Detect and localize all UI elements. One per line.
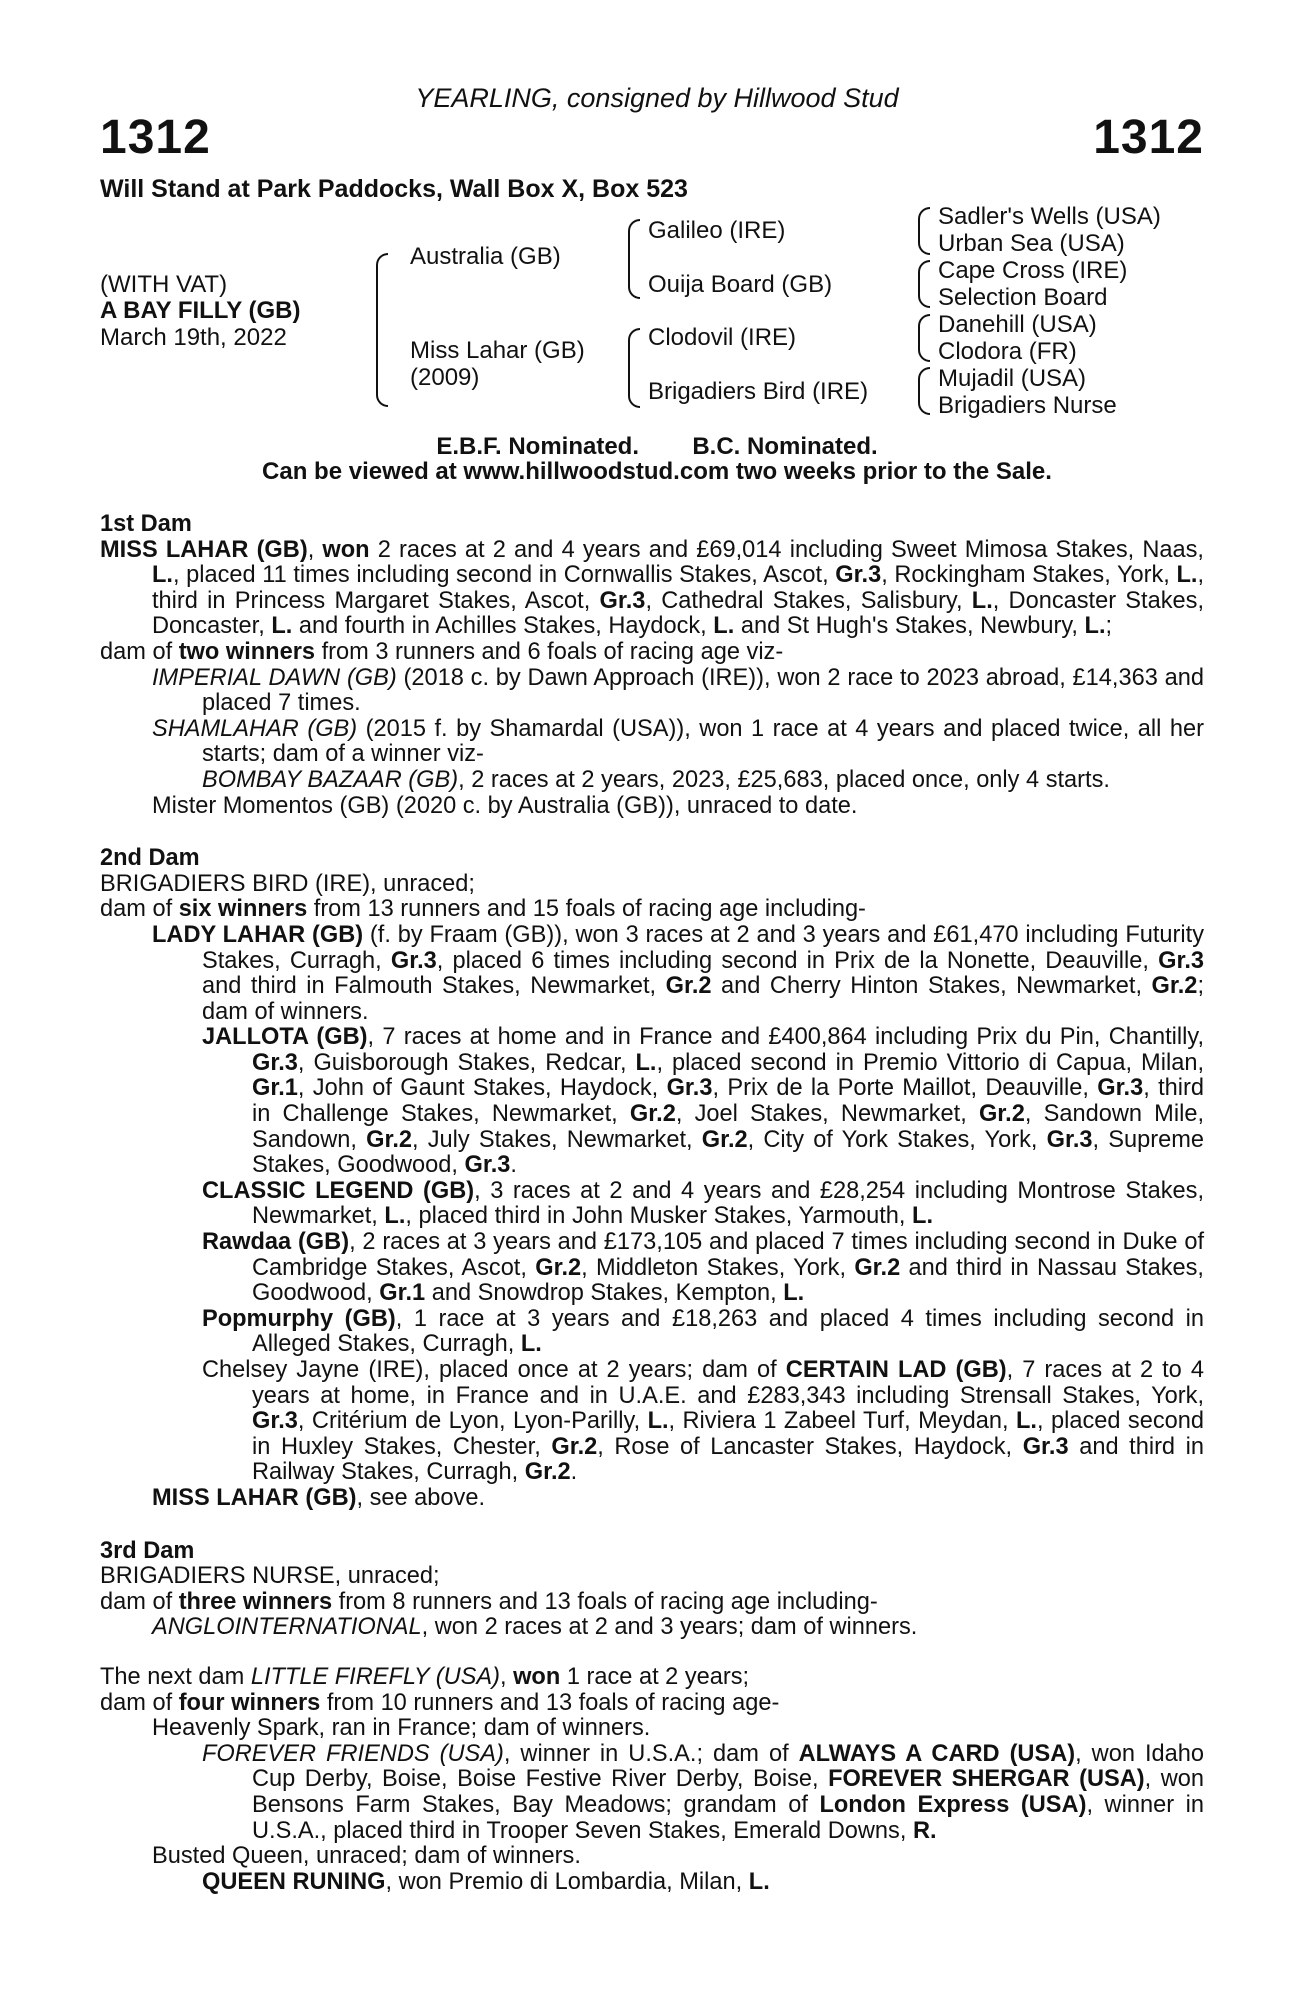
produce-entry: Busted Queen, unraced; dam of winners. bbox=[152, 1843, 581, 1870]
lot-number-left: 1312 bbox=[100, 111, 211, 164]
produce-entry: CLASSIC LEGEND (GB), 3 races at 2 and 4 years and £28,254 including Montrose Stakes, Newmarket, L., placed third in John Musker Stakes, Yarmouth, L. bbox=[202, 1177, 1205, 1230]
fourth-dam-record: The next dam LITTLE FIREFLY (USA), won 1 race at 2 years; bbox=[100, 1663, 750, 1690]
third-dam-heading: 3rd Dam bbox=[100, 1537, 195, 1564]
viewing-note: Can be viewed at www.hillwoodstud.com two weeks prior to the Sale. bbox=[262, 458, 1052, 485]
vat-label: (WITH VAT) bbox=[100, 271, 228, 298]
ped-sss: Sadler's Wells (USA) bbox=[938, 203, 1161, 230]
produce-entry: Rawdaa (GB), 2 races at 3 years and £173,105 and placed 7 times including second in Duke of Cambridge Stakes, Ascot, Gr.2, Middleton Stakes, York, Gr.2 and third in Nassau Stakes, Goodwood, Gr.1 and Snowdrop Stakes, Kempton, L. bbox=[202, 1229, 1204, 1307]
lot-number-right: 1312 bbox=[1093, 111, 1204, 164]
stand-location: Will Stand at Park Paddocks, Wall Box X, Box 523 bbox=[100, 175, 688, 203]
produce-entry: SHAMLAHAR (GB) (2015 f. by Shamardal (USA)), won 1 race at 4 years and placed twice, all her starts; dam of a winner viz- bbox=[152, 715, 1204, 768]
pedigree-brace-3b bbox=[918, 260, 930, 308]
ped-dss: Danehill (USA) bbox=[938, 311, 1097, 338]
pedigree-brace-2b bbox=[628, 328, 640, 408]
produce-entry: FOREVER FRIENDS (USA), winner in U.S.A.; dam of ALWAYS A CARD (USA), won Idaho Cup Derby, Boise, Boise Festive River Derby, Boise, FOREVER SHERGAR (USA), won Bensons Farm Stakes, Bay Meadows; grandam of London Express (USA), winner in U.S.A., placed third in Trooper Seven Stakes, Emerald Downs, R. bbox=[202, 1740, 1204, 1844]
dam-sire: Clodovil (IRE) bbox=[648, 324, 797, 351]
pedigree-brace-3a bbox=[918, 207, 930, 255]
produce-entry: Mister Momentos (GB) (2020 c. by Australia (GB)), unraced to date. bbox=[152, 792, 858, 819]
produce-entry: Heavenly Spark, ran in France; dam of winners. bbox=[152, 1715, 651, 1742]
third-dam-produce-summary: dam of three winners from 8 runners and 13 foals of racing age including- bbox=[100, 1588, 878, 1615]
sire-sire: Galileo (IRE) bbox=[648, 217, 786, 244]
produce-entry: QUEEN RUNING, won Premio di Lombardia, Milan, L. bbox=[202, 1868, 770, 1895]
fourth-dam-produce-summary: dam of four winners from 10 runners and 13 foals of racing age- bbox=[100, 1689, 780, 1716]
ped-ssd: Urban Sea (USA) bbox=[938, 230, 1125, 257]
dam: Miss Lahar (GB) bbox=[410, 337, 585, 364]
ped-sdd: Selection Board bbox=[938, 284, 1108, 311]
produce-entry: MISS LAHAR (GB), see above. bbox=[152, 1484, 486, 1511]
produce-entry: Chelsey Jayne (IRE), placed once at 2 years; dam of CERTAIN LAD (GB), 7 races at 2 to 4 years at home, in France and in U.A.E. and £283,343 including Strensall Stakes, York, Gr.3, Critérium de Lyon, Lyon-Parilly, L., Riviera 1 Zabeel Turf, Meydan, L., placed second in Huxley Stakes, Chester, Gr.2, Rose of Lancaster Stakes, Haydock, Gr.3 and third in Railway Stakes, Curragh, Gr.2. bbox=[202, 1357, 1204, 1486]
consignment-line: YEARLING, consigned by Hillwood Stud bbox=[415, 83, 899, 113]
sire: Australia (GB) bbox=[410, 243, 561, 270]
nominations: E.B.F. Nominated. B.C. Nominated. bbox=[436, 433, 878, 460]
horse-name: A BAY FILLY (GB) bbox=[100, 297, 301, 324]
dam-year: (2009) bbox=[410, 364, 480, 391]
produce-entry: ANGLOINTERNATIONAL, won 2 races at 2 and 3 years; dam of winners. bbox=[152, 1614, 918, 1641]
second-dam-record: BRIGADIERS BIRD (IRE), unraced; bbox=[100, 870, 475, 897]
pedigree-brace-2a bbox=[628, 219, 640, 299]
third-dam-record: BRIGADIERS NURSE, unraced; bbox=[100, 1563, 440, 1590]
first-dam-heading: 1st Dam bbox=[100, 511, 192, 537]
produce-entry: BOMBAY BAZAAR (GB), 2 races at 2 years, 2023, £25,683, placed once, only 4 starts. bbox=[202, 766, 1110, 793]
ped-dsd: Clodora (FR) bbox=[938, 338, 1077, 365]
foaling-date: March 19th, 2022 bbox=[100, 324, 287, 351]
pedigree-brace-1 bbox=[376, 253, 388, 407]
dam-dam: Brigadiers Bird (IRE) bbox=[648, 378, 869, 405]
produce-entry: Popmurphy (GB), 1 race at 3 years and £18,263 and placed 4 times including second in Alleged Stakes, Curragh, L. bbox=[202, 1305, 1204, 1358]
produce-entry: JALLOTA (GB), 7 races at home and in France and £400,864 including Prix du Pin, Chantilly, Gr.3, Guisborough Stakes, Redcar, L., placed second in Premio Vittorio di Capua, Milan, Gr.1, John of Gaunt Stakes, Haydock, Gr.3, Prix de la Porte Maillot, Deauville, Gr.3, third in Challenge Stakes, Newmarket, Gr.2, Joel Stakes, Newmarket, Gr.2, Sandown Mile, Sandown, Gr.2, July Stakes, Newmarket, Gr.2, City of York Stakes, York, Gr.3, Supreme Stakes, Goodwood, Gr.3. bbox=[202, 1024, 1205, 1179]
produce-entry: IMPERIAL DAWN (GB) (2018 c. by Dawn Approach (IRE)), won 2 race to 2023 abroad, £14,363 and placed 7 times. bbox=[152, 664, 1204, 717]
pedigree-brace-3c bbox=[918, 314, 930, 362]
ped-sds: Cape Cross (IRE) bbox=[938, 257, 1128, 284]
second-dam-produce-summary: dam of six winners from 13 runners and 15 foals of racing age including- bbox=[100, 896, 866, 923]
sire-dam: Ouija Board (GB) bbox=[648, 271, 833, 298]
pedigree-brace-3d bbox=[918, 367, 930, 415]
first-dam-record: MISS LAHAR (GB), won 2 races at 2 and 4 years and £69,014 including Sweet Mimosa Stakes, Naas, L., placed 11 times including second in Cornwallis Stakes, Ascot, Gr.3, Rockingham Stakes, York, L., third in Princess Margaret Stakes, Ascot, Gr.3, Cathedral Stakes, Salisbury, L., Doncaster Stakes, Doncaster, L. and fourth in Achilles Stakes, Haydock, L. and St Hugh's Stakes, Newbury, L.; bbox=[100, 536, 1204, 640]
produce-entry: LADY LAHAR (GB) (f. by Fraam (GB)), won 3 races at 2 and 3 years and £61,470 including Futurity Stakes, Curragh, Gr.3, placed 6 times including second in Prix de la Nonette, Deauville, Gr.3 and third in Falmouth Stakes, Newmarket, Gr.2 and Cherry Hinton Stakes, Newmarket, Gr.2; dam of winners. bbox=[152, 921, 1205, 1025]
ped-dds: Mujadil (USA) bbox=[938, 365, 1087, 392]
catalogue-body bbox=[100, 512, 1204, 1895]
second-dam-heading: 2nd Dam bbox=[100, 845, 200, 872]
first-dam-produce-summary: dam of two winners from 3 runners and 6 foals of racing age viz- bbox=[100, 638, 784, 665]
ped-ddd: Brigadiers Nurse bbox=[938, 392, 1117, 419]
